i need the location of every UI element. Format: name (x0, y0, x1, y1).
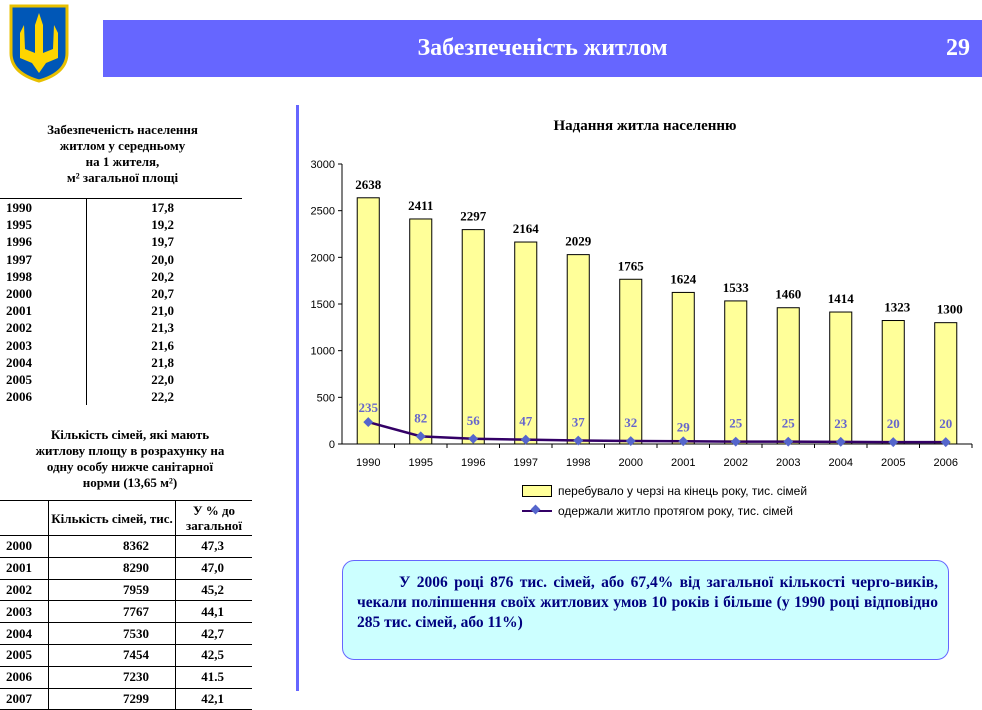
table-row (0, 371, 242, 388)
year-cell: 1997 (0, 251, 87, 268)
year-cell: 2002 (0, 319, 87, 336)
line-data-label: 37 (571, 414, 585, 430)
value-cell: 17,8 (151, 200, 174, 216)
coat-of-arms-icon (8, 3, 70, 83)
table-row (0, 354, 242, 371)
value-cell: 19,7 (151, 234, 174, 250)
percent-cell: 47,3 (176, 536, 253, 558)
percent-cell: 45,2 (176, 579, 253, 601)
x-tick-label: 1998 (566, 457, 591, 469)
x-tick-label: 2006 (933, 457, 958, 469)
year-cell: 2003 (0, 601, 49, 623)
y-tick-label: 3000 (310, 159, 335, 171)
x-tick-label: 2000 (618, 457, 643, 469)
line-data-label: 23 (834, 415, 848, 431)
table-row (0, 216, 242, 233)
percent-cell: 41.5 (176, 666, 253, 688)
x-tick-label: 2003 (776, 457, 801, 469)
line-data-label: 56 (466, 412, 480, 428)
percent-cell: 42,7 (176, 623, 253, 645)
line-data-label: 25 (729, 415, 743, 431)
bar-data-label: 2297 (460, 208, 487, 224)
line-data-label: 32 (624, 415, 638, 431)
bar-data-label: 1323 (884, 299, 911, 315)
families-below-norm-table (0, 500, 252, 710)
year-cell: 2005 (0, 371, 87, 388)
y-tick-label: 500 (316, 392, 335, 405)
line-series (368, 422, 946, 442)
bar-data-label: 2029 (565, 233, 592, 249)
year-cell: 1995 (0, 216, 87, 233)
value-cell: 22,0 (151, 371, 174, 387)
table-row (0, 644, 252, 666)
year-cell: 2004 (0, 623, 49, 645)
table-row (0, 251, 242, 268)
bar-data-label: 1300 (936, 301, 963, 317)
count-cell: 7530 (49, 623, 176, 645)
x-tick-label: 2001 (671, 457, 696, 469)
chart-legend (522, 481, 807, 521)
line-data-label: 82 (414, 410, 428, 426)
year-cell: 2003 (0, 337, 87, 354)
line-data-label: 235 (358, 400, 378, 416)
x-tick-label: 2004 (828, 457, 853, 469)
bar-data-label: 2638 (355, 176, 382, 192)
count-cell: 7959 (49, 579, 176, 601)
year-cell: 1996 (0, 233, 87, 250)
housing-per-capita-table (0, 198, 242, 405)
page-title: Забезпеченість житлом (417, 35, 668, 61)
line-data-label: 20 (886, 416, 900, 432)
year-cell: 2004 (0, 354, 87, 371)
table-row (0, 579, 252, 601)
value-cell: 20,2 (151, 268, 174, 284)
legend-label: перебувало у черзі на кінець року, тис. сімей (558, 484, 808, 498)
percent-cell: 44,1 (176, 601, 253, 623)
value-cell: 20,0 (151, 251, 174, 267)
divider (296, 105, 299, 691)
header-bar (103, 20, 982, 77)
count-cell: 7767 (49, 601, 176, 623)
year-cell: 2002 (0, 579, 49, 601)
table-row (0, 233, 242, 250)
value-cell: 21,0 (151, 303, 174, 319)
count-cell: 7230 (49, 666, 176, 688)
table-row (0, 319, 242, 336)
value-cell: 19,2 (151, 217, 174, 233)
year-cell: 2001 (0, 302, 87, 319)
table-row (0, 557, 252, 579)
y-tick-label: 0 (328, 439, 335, 451)
bar-data-label: 2164 (512, 221, 539, 237)
line-data-label: 29 (676, 419, 690, 435)
bar-data-label: 1460 (775, 286, 802, 302)
year-cell: 2000 (0, 285, 87, 302)
x-tick-label: 1995 (408, 457, 433, 469)
table-row (0, 337, 242, 354)
year-cell: 1998 (0, 268, 87, 285)
year-cell: 2006 (0, 666, 49, 688)
table2-header: Кількість сімей, тис. (49, 501, 176, 536)
table-row (0, 688, 252, 710)
chart-title: Надання житла населенню (553, 118, 737, 134)
line-data-label: 20 (939, 416, 953, 432)
housing-chart (300, 150, 980, 475)
year-cell: 1990 (0, 199, 87, 217)
x-tick-label: 1997 (513, 457, 538, 469)
table-row (0, 268, 242, 285)
count-cell: 8290 (49, 557, 176, 579)
table-row (0, 388, 242, 405)
info-note: У 2006 році 876 тис. сімей, або 67,4% від загальної кількості черго-виків, чекали поліпшення своїх житлових умов 10 років і більше (у 1990 році відповідно 285 тис. сімей, або 11%) (342, 560, 949, 660)
bar-data-label: 1765 (617, 258, 644, 274)
percent-cell: 42,1 (176, 688, 253, 710)
table-row (0, 302, 242, 319)
y-tick-label: 2000 (310, 252, 335, 265)
year-cell: 2006 (0, 388, 87, 405)
value-cell: 20,7 (151, 286, 174, 302)
year-cell: 2005 (0, 644, 49, 666)
value-cell: 21,6 (151, 337, 174, 353)
table-row (0, 536, 252, 558)
bar-data-label: 1414 (827, 291, 854, 307)
x-tick-label: 2002 (723, 457, 748, 469)
bar-data-label: 2411 (408, 197, 434, 213)
bar-data-label: 1533 (722, 279, 749, 295)
x-tick-label: 1996 (461, 457, 486, 469)
table-row (0, 666, 252, 688)
line-data-label: 25 (781, 415, 795, 431)
table1-title: Забезпеченість населення житлом у середньому на 1 жителя, м² загальної площі (47, 122, 198, 185)
x-tick-label: 1990 (356, 457, 381, 469)
legend-bar-swatch (522, 485, 552, 497)
y-tick-label: 1000 (310, 345, 335, 358)
year-cell: 2007 (0, 688, 49, 710)
table-row (0, 623, 252, 645)
table-row (0, 199, 242, 217)
legend-label: одержали житло протягом року, тис. сімей (558, 504, 793, 518)
y-tick-label: 2500 (310, 205, 335, 218)
percent-cell: 42,5 (176, 644, 253, 666)
table-row (0, 285, 242, 302)
x-tick-label: 2005 (881, 457, 906, 469)
table2-header: У % до загальної (176, 501, 253, 536)
line-data-label: 47 (519, 413, 533, 429)
value-cell: 22,2 (151, 389, 174, 405)
table2-header (0, 501, 49, 536)
page-number: 29 (946, 35, 970, 61)
table-row (0, 601, 252, 623)
count-cell: 7299 (49, 688, 176, 710)
bar-data-label: 1624 (670, 271, 697, 287)
count-cell: 7454 (49, 644, 176, 666)
count-cell: 8362 (49, 536, 176, 558)
year-cell: 2000 (0, 536, 49, 558)
y-tick-label: 1500 (310, 299, 335, 311)
value-cell: 21,8 (151, 354, 174, 370)
table2-title: Кількість сімей, які мають житлову площу в розрахунку на одну особу нижче санітарної норми (13,65 м²) (35, 427, 225, 490)
legend-line-swatch (522, 505, 552, 517)
year-cell: 2001 (0, 557, 49, 579)
percent-cell: 47,0 (176, 557, 253, 579)
value-cell: 21,3 (151, 320, 174, 336)
